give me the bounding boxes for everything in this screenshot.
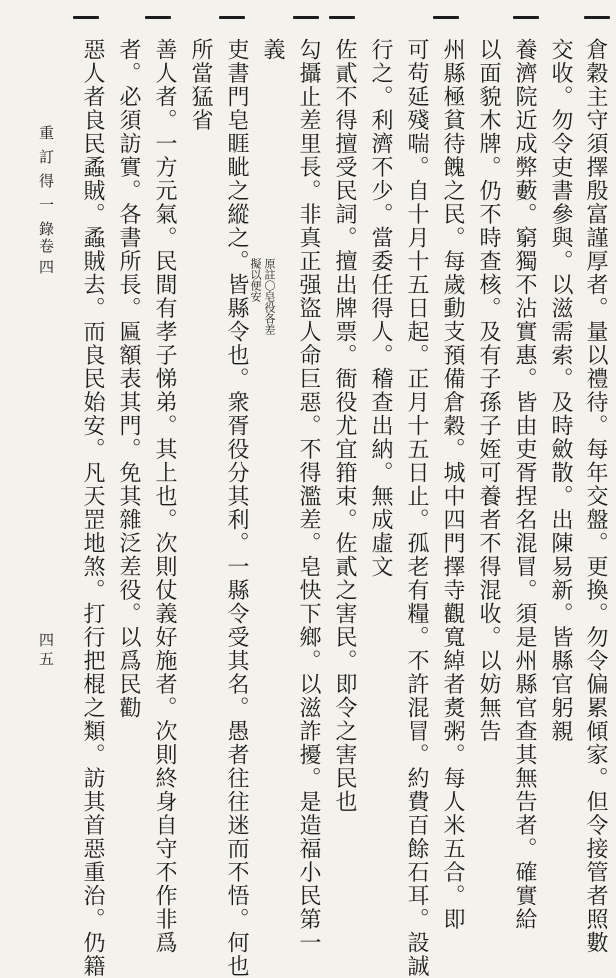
- text-column-7: 行之。利濟不少。當委任得人。稽查出納。無成虛文: [368, 38, 393, 579]
- text-column-11: 吏書門皂睚眦之縱之。皆縣令也。衆胥役分其利。一縣令受其名。愚者往往迷而不悟。何也: [224, 38, 249, 978]
- text-column-14: 者。必須訪實。各書所長。匾額表其門。免其雜泛差役。以爲民勸: [116, 38, 141, 720]
- text-column-4: 以面貌木牌。仍不時查核。及有子孫子姪可養者不得混收。以妨無告: [476, 38, 501, 743]
- text-column-9: 勾攝止差里長。非真正强盜人命巨惡。不得濫差。皂快下鄉。以滋詐擾。是造福小民第一: [296, 38, 321, 955]
- text-column-6: 可苟延殘喘。自十月十五日起。正月十五日止。孤老有糧。不許混冒。約費百餘石耳。設誠: [404, 38, 429, 978]
- section-marker: [329, 16, 355, 19]
- annotation-line-1: 原註〇皂役各差: [263, 258, 276, 335]
- text-column-15: 惡人者良民蟊賊。蟊賊去。而良民始安。凡天罡地煞。打行把棍之類。訪其首惡重治。仍籍: [80, 38, 105, 978]
- section-marker: [73, 16, 99, 19]
- page-number: 四五: [37, 632, 55, 670]
- text-column-1: 倉穀主守須擇殷富謹厚者。量以禮待。每年交盤。更換。勿令偏累傾家。但令接管者照數: [583, 38, 608, 955]
- annotation-line-2: 擬以便安: [249, 258, 262, 302]
- section-marker: [145, 16, 171, 19]
- text-column-3: 養濟院近成弊藪。窮獨不沾實惠。皆由吏胥捏名混冒。須是州縣官查其無告者。確實給: [512, 38, 537, 931]
- section-marker: [584, 16, 610, 19]
- book-title: 重訂得一錄: [37, 125, 55, 245]
- section-marker: [433, 16, 459, 19]
- section-marker: [219, 16, 245, 19]
- text-column-13: 善人者。一方元氣。民間有孝子悌弟。其上也。次則仗義好施者。次則終身自守不作非爲: [152, 38, 177, 955]
- section-marker: [513, 16, 539, 19]
- text-column-5: 州縣極貧待餽之民。每歲動支預備倉穀。城中四門擇寺觀寬綽者煑粥。每人米五合。即: [440, 38, 465, 931]
- section-marker: [293, 16, 319, 19]
- text-column-10: 義: [260, 38, 285, 62]
- text-column-12: 所當猛省: [188, 38, 213, 132]
- text-column-2: 交收。勿令吏書參與。以滋需索。及時斂散。出陳易新。皆縣官躬親: [548, 38, 573, 743]
- text-column-8: 佐貳不得擅受民詞。擅出牌票。衙役尤宜箝束。佐貳之害民。即令之害民也: [332, 38, 357, 814]
- volume-label: 卷四: [37, 238, 55, 280]
